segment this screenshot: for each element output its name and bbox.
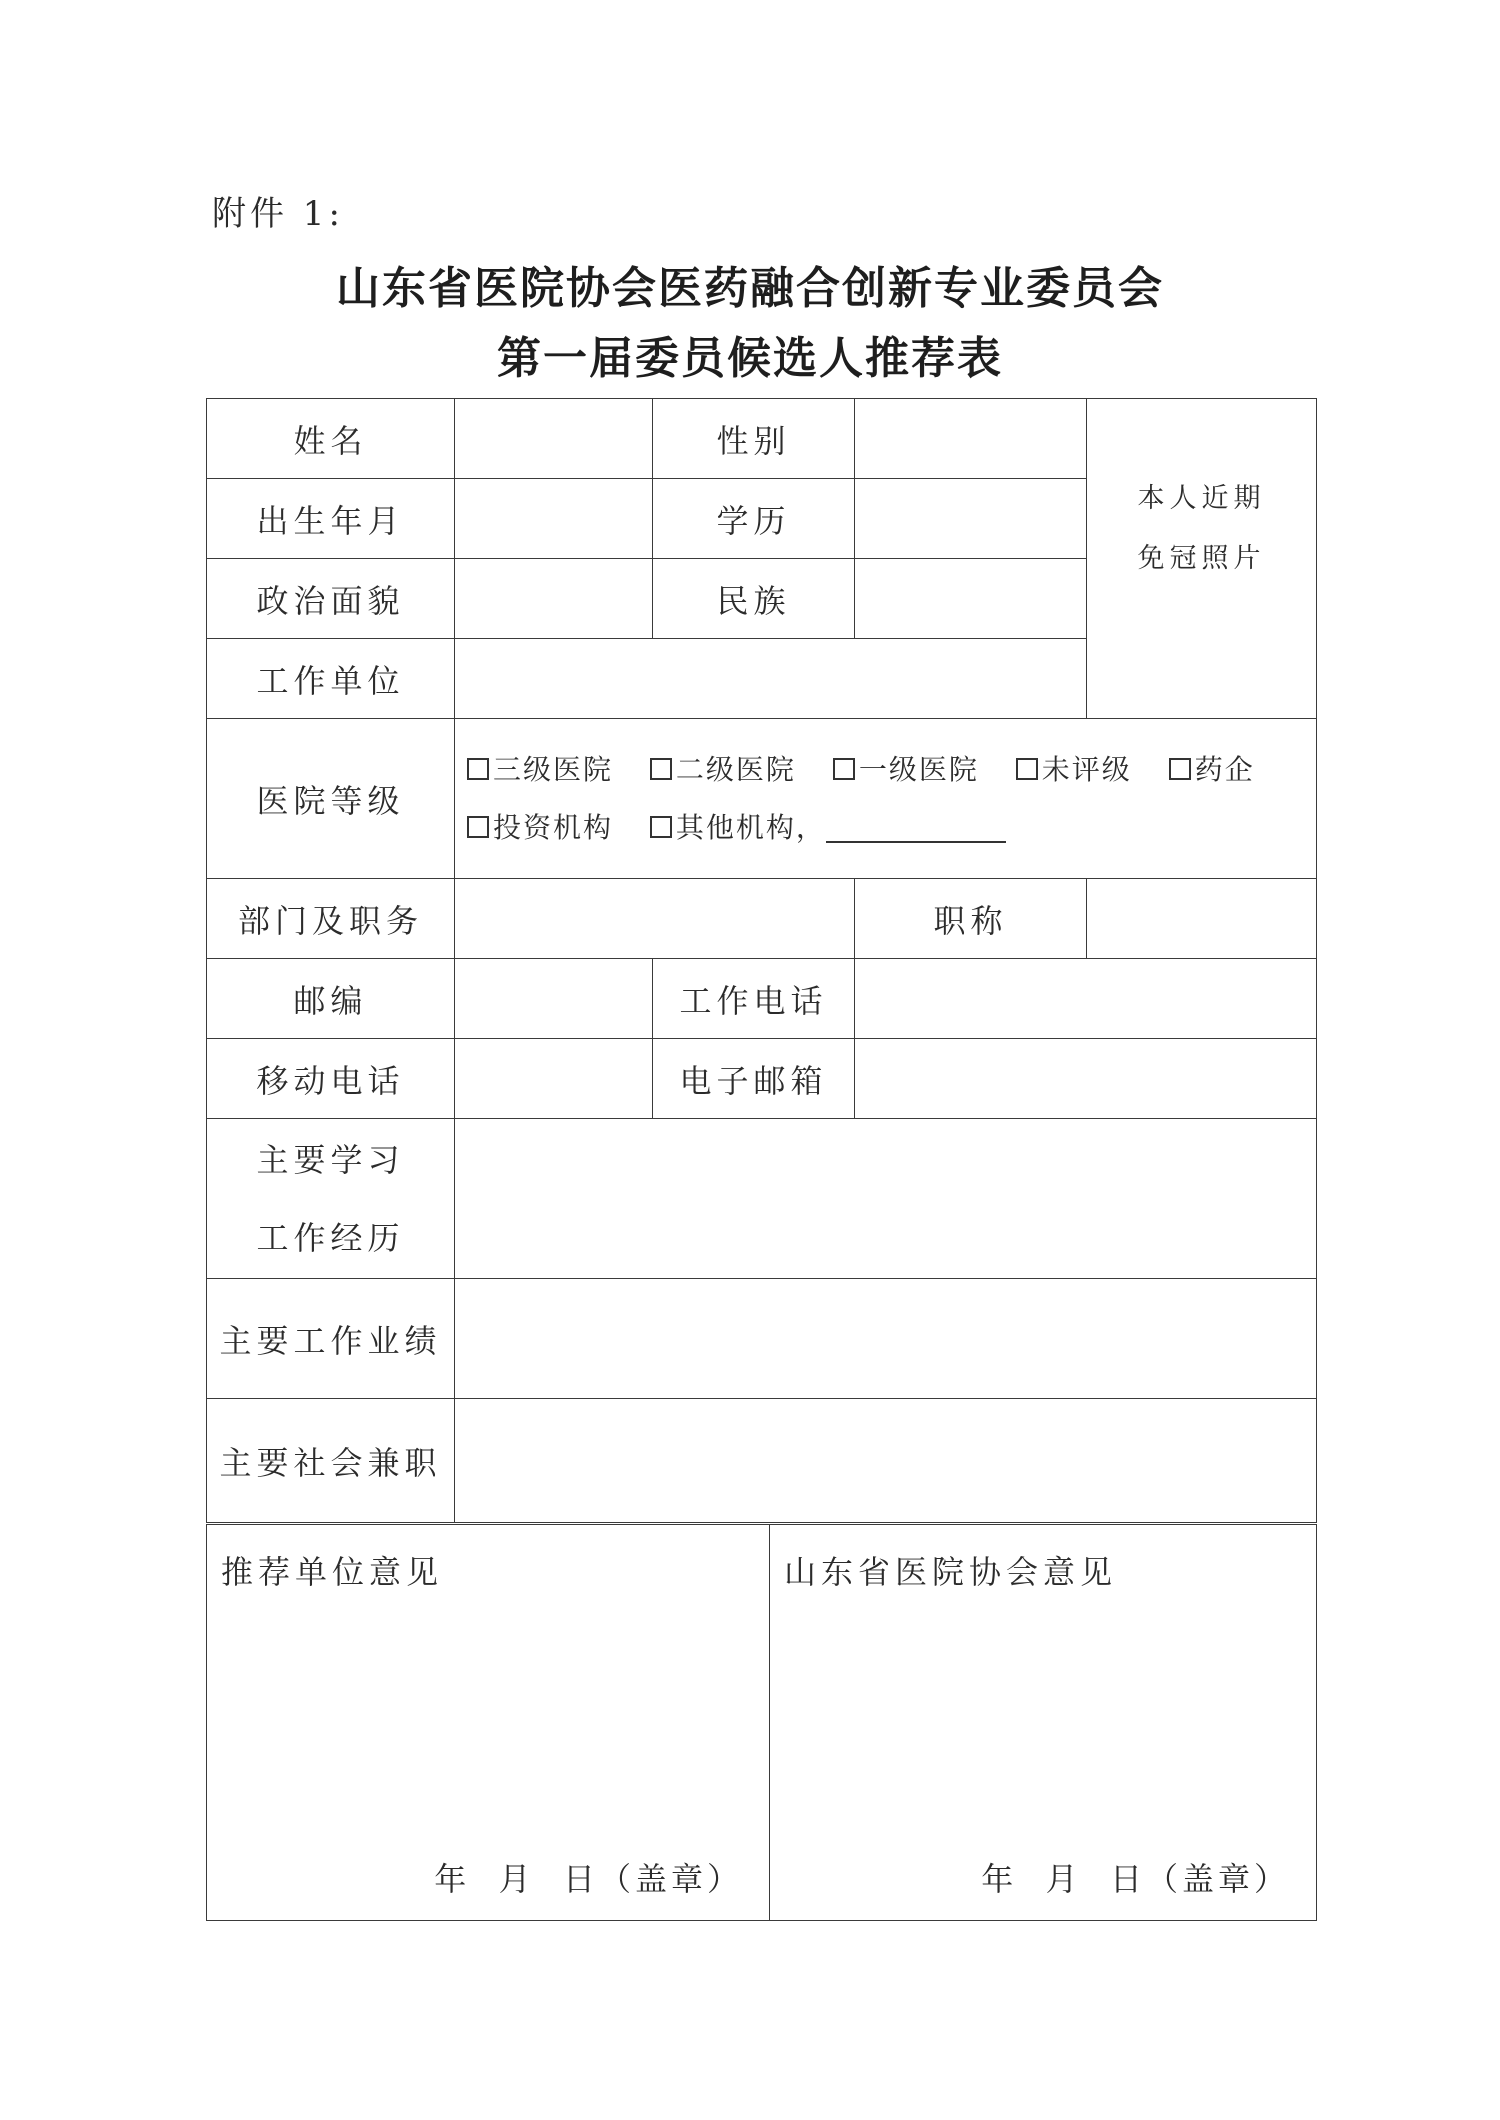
association-date-seal: 年 月 日（盖章） (981, 1860, 1290, 1898)
work-phone-field[interactable] (855, 959, 1317, 1039)
checkbox-icon[interactable] (1016, 758, 1038, 780)
mobile-field[interactable] (455, 1039, 653, 1119)
grade-option[interactable]: 药企 (1169, 741, 1255, 799)
checkbox-icon[interactable] (650, 758, 672, 780)
gender-label: 性别 (653, 399, 855, 479)
gender-field[interactable] (855, 399, 1087, 479)
experience-field[interactable] (455, 1119, 1317, 1279)
checkbox-icon[interactable] (467, 816, 489, 838)
form-title-line1: 山东省医院协会医药融合创新专业委员会 (336, 263, 1164, 314)
association-opinion-cell[interactable] (770, 1525, 1317, 1921)
social-roles-field[interactable] (455, 1399, 1317, 1523)
checkbox-icon[interactable] (467, 758, 489, 780)
recommend-opinion-cell[interactable] (207, 1525, 770, 1921)
association-opinion-label: 山东省医院协会意见 (784, 1553, 1118, 1591)
hospital-grade-options (455, 719, 1317, 879)
grade-option[interactable]: 二级医院 (650, 741, 796, 799)
attachment-label: 附件 1: (212, 194, 344, 234)
social-roles-label: 主要社会兼职 (207, 1399, 455, 1523)
birth-field[interactable] (455, 479, 653, 559)
grade-option[interactable]: 投资机构 (467, 799, 613, 857)
political-field[interactable] (455, 559, 653, 639)
hospital-grade-label: 医院等级 (207, 719, 455, 879)
grade-option[interactable]: 未评级 (1016, 741, 1132, 799)
political-label: 政治面貌 (207, 559, 455, 639)
recommend-opinion-label: 推荐单位意见 (221, 1553, 444, 1591)
recommendation-form-table (206, 398, 1317, 1523)
title-field[interactable] (1087, 879, 1317, 959)
dept-position-field[interactable] (455, 879, 855, 959)
checkbox-icon[interactable] (833, 758, 855, 780)
birth-label: 出生年月 (207, 479, 455, 559)
name-label: 姓名 (207, 399, 455, 479)
grade-option[interactable]: 一级医院 (833, 741, 979, 799)
education-label: 学历 (653, 479, 855, 559)
work-unit-label: 工作单位 (207, 639, 455, 719)
email-field[interactable] (855, 1039, 1317, 1119)
photo-label-line2: 免冠照片 (1137, 542, 1266, 574)
other-blank-field[interactable] (826, 815, 1006, 843)
photo-box[interactable] (1087, 399, 1317, 719)
work-phone-label: 工作电话 (653, 959, 855, 1039)
checkbox-icon[interactable] (650, 816, 672, 838)
title-label: 职称 (855, 879, 1087, 959)
education-field[interactable] (855, 479, 1087, 559)
mobile-label: 移动电话 (207, 1039, 455, 1119)
work-unit-field[interactable] (455, 639, 1087, 719)
experience-label-line1: 主要学习 (256, 1140, 405, 1179)
postcode-field[interactable] (455, 959, 653, 1039)
achievements-label: 主要工作业绩 (207, 1279, 455, 1399)
experience-label-line2: 工作经历 (256, 1218, 405, 1257)
achievements-field[interactable] (455, 1279, 1317, 1399)
name-field[interactable] (455, 399, 653, 479)
grade-option-other[interactable]: 其他机构， (650, 799, 1006, 857)
photo-label-line1: 本人近期 (1137, 482, 1266, 514)
opinion-table (206, 1524, 1317, 1921)
recommend-date-seal: 年 月 日（盖章） (434, 1860, 743, 1898)
ethnicity-label: 民族 (653, 559, 855, 639)
dept-position-label: 部门及职务 (207, 879, 455, 959)
experience-label (207, 1119, 455, 1279)
form-title-line2: 第一届委员候选人推荐表 (497, 333, 1003, 384)
checkbox-icon[interactable] (1169, 758, 1191, 780)
grade-option[interactable]: 三级医院 (467, 741, 613, 799)
ethnicity-field[interactable] (855, 559, 1087, 639)
email-label: 电子邮箱 (653, 1039, 855, 1119)
postcode-label: 邮编 (207, 959, 455, 1039)
